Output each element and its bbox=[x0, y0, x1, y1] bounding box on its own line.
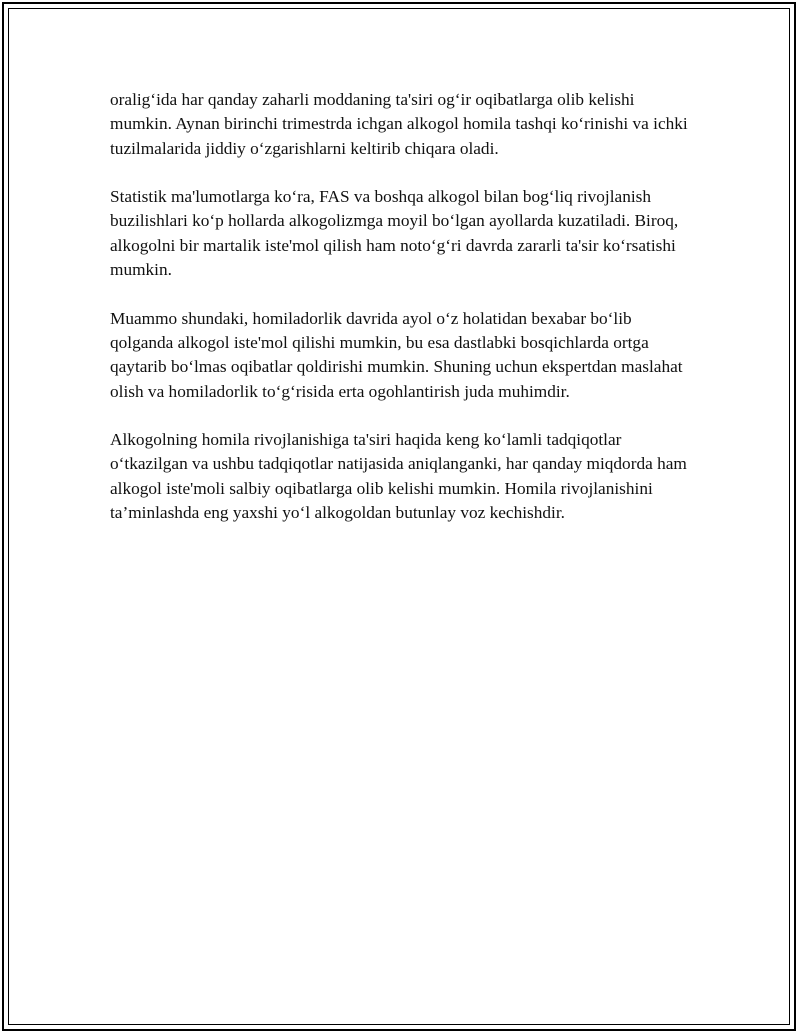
paragraph-2: Statistik ma'lumotlarga ko‘ra, FAS va boshqa alkogol bilan bog‘liq rivojlanish buzilishlari ko‘p hollarda alkogolizmga moyil bo‘lgan ayollarda kuzatiladi. Biroq, alkogolni bir martalik iste'mol qilish ham noto‘g‘ri davrda zararli ta'sir ko‘rsatishi mumkin. bbox=[110, 187, 679, 280]
paragraph-4: Alkogolning homila rivojlanishiga ta'siri haqida keng ko‘lamli tadqiqotlar o‘tkazilgan va ushbu tadqiqotlar natijasida aniqlanganki, har qanday miqdorda ham alkogol iste'moli salbiy oqibatlarga olib kelishi mumkin. Homila rivojlanishini ta’minlashda eng yaxshi yo‘l alkogoldan butunlay voz kechishdir. bbox=[110, 430, 687, 523]
paragraph-1: oralig‘ida har qanday zaharli moddaning ta'siri og‘ir oqibatlarga olib kelishi mumkin. Aynan birinchi trimestrda ichgan alkogol homila tashqi ko‘rinishi va ichki tuzilmalarida jiddiy o‘zgarishlarni keltirib chiqara oladi. bbox=[110, 90, 688, 158]
paragraph-3: Muammo shundaki, homiladorlik davrida ayol o‘z holatidan bexabar bo‘lib qolganda alkogol iste'mol qilishi mumkin, bu esa dastlabki bosqichlarda ortga qaytarib bo‘lmas oqibatlar qoldirishi mumkin. Shuning uchun ekspertdan maslahat olish va homiladorlik to‘g‘risida erta ogohlantirish juda muhimdir. bbox=[110, 308, 683, 401]
document-body bbox=[110, 88, 690, 550]
